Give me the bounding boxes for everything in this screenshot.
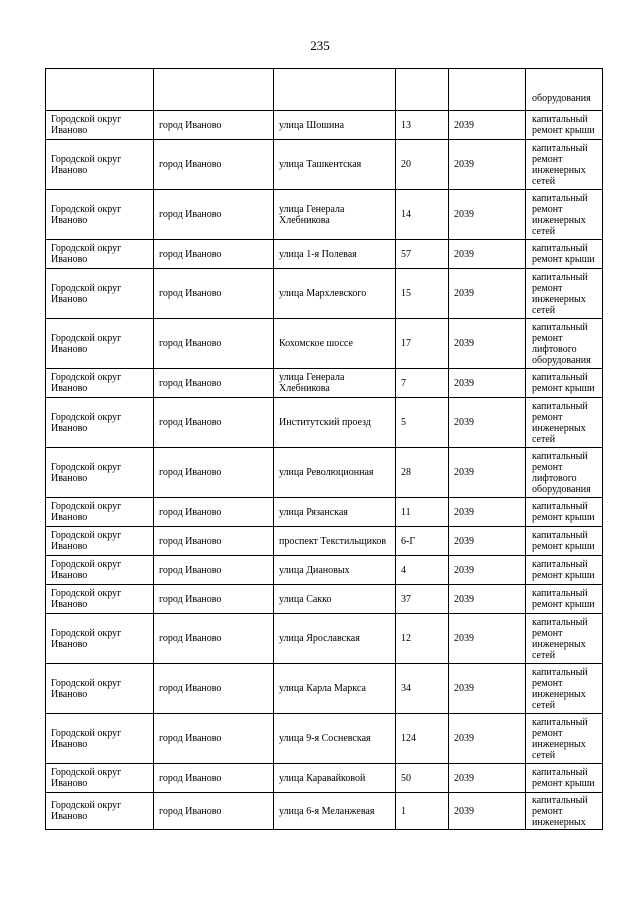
cell-district: Городской округ Иваново xyxy=(46,527,154,556)
cell-work: капитальный ремонт крыши xyxy=(526,556,603,585)
table-row xyxy=(46,398,603,448)
cell-district: Городской округ Иваново xyxy=(46,793,154,830)
table-body xyxy=(46,69,603,830)
cell-house: 17 xyxy=(396,319,449,369)
table-row xyxy=(46,140,603,190)
header-cell-city xyxy=(154,69,274,111)
table-row xyxy=(46,764,603,793)
cell-house: 11 xyxy=(396,498,449,527)
cell-district: Городской округ Иваново xyxy=(46,398,154,448)
cell-house: 6-Г xyxy=(396,527,449,556)
cell-year: 2039 xyxy=(449,498,526,527)
cell-district: Городской округ Иваново xyxy=(46,319,154,369)
cell-district: Городской округ Иваново xyxy=(46,111,154,140)
cell-city: город Иваново xyxy=(154,714,274,764)
table-row xyxy=(46,369,603,398)
table-row xyxy=(46,714,603,764)
cell-street: улица Ташкентская xyxy=(274,140,396,190)
cell-street: улица 6-я Меланжевая xyxy=(274,793,396,830)
cell-street: улица Революционная xyxy=(274,448,396,498)
cell-district: Городской округ Иваново xyxy=(46,448,154,498)
cell-house: 37 xyxy=(396,585,449,614)
page-number: 235 xyxy=(310,38,330,53)
cell-year: 2039 xyxy=(449,448,526,498)
cell-district: Городской округ Иваново xyxy=(46,369,154,398)
table-row xyxy=(46,240,603,269)
cell-city: город Иваново xyxy=(154,498,274,527)
cell-city: город Иваново xyxy=(154,190,274,240)
cell-district: Городской округ Иваново xyxy=(46,714,154,764)
header-cell-street xyxy=(274,69,396,111)
cell-house: 4 xyxy=(396,556,449,585)
cell-street: улица Диановых xyxy=(274,556,396,585)
cell-district: Городской округ Иваново xyxy=(46,664,154,714)
cell-work: капитальный ремонт лифтового оборудования xyxy=(526,448,603,498)
cell-street: улица Сакко xyxy=(274,585,396,614)
table-row xyxy=(46,111,603,140)
cell-year: 2039 xyxy=(449,714,526,764)
cell-district: Городской округ Иваново xyxy=(46,498,154,527)
cell-city: город Иваново xyxy=(154,448,274,498)
cell-city: город Иваново xyxy=(154,398,274,448)
cell-year: 2039 xyxy=(449,764,526,793)
header-cell-house xyxy=(396,69,449,111)
header-cell-work: оборудования xyxy=(526,69,603,111)
table-row xyxy=(46,793,603,830)
table-row xyxy=(46,448,603,498)
table-row xyxy=(46,664,603,714)
cell-year: 2039 xyxy=(449,190,526,240)
cell-year: 2039 xyxy=(449,319,526,369)
cell-work: капитальный ремонт крыши xyxy=(526,498,603,527)
cell-house: 15 xyxy=(396,269,449,319)
cell-house: 57 xyxy=(396,240,449,269)
cell-street: улица Генерала Хлебникова xyxy=(274,369,396,398)
table-row xyxy=(46,585,603,614)
cell-street: улица Ярославская xyxy=(274,614,396,664)
cell-city: город Иваново xyxy=(154,111,274,140)
capital-repair-table xyxy=(45,68,603,830)
cell-house: 5 xyxy=(396,398,449,448)
cell-house: 28 xyxy=(396,448,449,498)
cell-house: 14 xyxy=(396,190,449,240)
table-row xyxy=(46,269,603,319)
cell-district: Городской округ Иваново xyxy=(46,556,154,585)
cell-house: 13 xyxy=(396,111,449,140)
cell-work: капитальный ремонт инженерных сетей xyxy=(526,269,603,319)
cell-house: 124 xyxy=(396,714,449,764)
cell-district: Городской округ Иваново xyxy=(46,614,154,664)
cell-year: 2039 xyxy=(449,140,526,190)
cell-city: город Иваново xyxy=(154,140,274,190)
cell-house: 7 xyxy=(396,369,449,398)
table-row xyxy=(46,614,603,664)
cell-district: Городской округ Иваново xyxy=(46,764,154,793)
cell-street: Кохомское шоссе xyxy=(274,319,396,369)
cell-work: капитальный ремонт крыши xyxy=(526,764,603,793)
cell-city: город Иваново xyxy=(154,369,274,398)
cell-street: улица 1-я Полевая xyxy=(274,240,396,269)
cell-district: Городской округ Иваново xyxy=(46,269,154,319)
cell-year: 2039 xyxy=(449,269,526,319)
cell-house: 12 xyxy=(396,614,449,664)
cell-city: город Иваново xyxy=(154,240,274,269)
cell-street: улица Каравайковой xyxy=(274,764,396,793)
cell-year: 2039 xyxy=(449,793,526,830)
cell-city: город Иваново xyxy=(154,269,274,319)
cell-district: Городской округ Иваново xyxy=(46,140,154,190)
cell-work: капитальный ремонт крыши xyxy=(526,240,603,269)
cell-work: капитальный ремонт инженерных сетей xyxy=(526,398,603,448)
cell-house: 20 xyxy=(396,140,449,190)
cell-house: 1 xyxy=(396,793,449,830)
cell-city: город Иваново xyxy=(154,319,274,369)
cell-work: капитальный ремонт инженерных xyxy=(526,793,603,830)
table-row xyxy=(46,556,603,585)
cell-year: 2039 xyxy=(449,664,526,714)
cell-year: 2039 xyxy=(449,614,526,664)
cell-city: город Иваново xyxy=(154,793,274,830)
cell-work: капитальный ремонт инженерных сетей xyxy=(526,664,603,714)
cell-street: улица Рязанская xyxy=(274,498,396,527)
header-cell-year xyxy=(449,69,526,111)
cell-work: капитальный ремонт крыши xyxy=(526,369,603,398)
table-row xyxy=(46,527,603,556)
table-row xyxy=(46,190,603,240)
cell-street: улица Генерала Хлебникова xyxy=(274,190,396,240)
cell-street: улица Мархлевского xyxy=(274,269,396,319)
cell-street: улица Шошина xyxy=(274,111,396,140)
table-header-row xyxy=(46,69,603,111)
cell-work: капитальный ремонт инженерных сетей xyxy=(526,190,603,240)
cell-house: 34 xyxy=(396,664,449,714)
cell-street: Институтский проезд xyxy=(274,398,396,448)
cell-year: 2039 xyxy=(449,556,526,585)
cell-year: 2039 xyxy=(449,527,526,556)
table-row xyxy=(46,498,603,527)
cell-work: капитальный ремонт инженерных сетей xyxy=(526,140,603,190)
table-row xyxy=(46,319,603,369)
cell-year: 2039 xyxy=(449,398,526,448)
cell-house: 50 xyxy=(396,764,449,793)
cell-work: капитальный ремонт инженерных сетей xyxy=(526,614,603,664)
cell-street: улица Карла Маркса xyxy=(274,664,396,714)
cell-district: Городской округ Иваново xyxy=(46,585,154,614)
cell-street: улица 9-я Сосневская xyxy=(274,714,396,764)
cell-city: город Иваново xyxy=(154,764,274,793)
cell-work: капитальный ремонт лифтового оборудования xyxy=(526,319,603,369)
header-cell-district xyxy=(46,69,154,111)
cell-work: капитальный ремонт крыши xyxy=(526,111,603,140)
cell-year: 2039 xyxy=(449,369,526,398)
cell-year: 2039 xyxy=(449,585,526,614)
cell-city: город Иваново xyxy=(154,664,274,714)
cell-district: Городской округ Иваново xyxy=(46,190,154,240)
cell-year: 2039 xyxy=(449,111,526,140)
cell-city: город Иваново xyxy=(154,527,274,556)
cell-city: город Иваново xyxy=(154,585,274,614)
cell-city: город Иваново xyxy=(154,614,274,664)
cell-work: капитальный ремонт крыши xyxy=(526,527,603,556)
cell-city: город Иваново xyxy=(154,556,274,585)
cell-district: Городской округ Иваново xyxy=(46,240,154,269)
cell-work: капитальный ремонт крыши xyxy=(526,585,603,614)
cell-work: капитальный ремонт инженерных сетей xyxy=(526,714,603,764)
cell-street: проспект Текстильщиков xyxy=(274,527,396,556)
cell-year: 2039 xyxy=(449,240,526,269)
